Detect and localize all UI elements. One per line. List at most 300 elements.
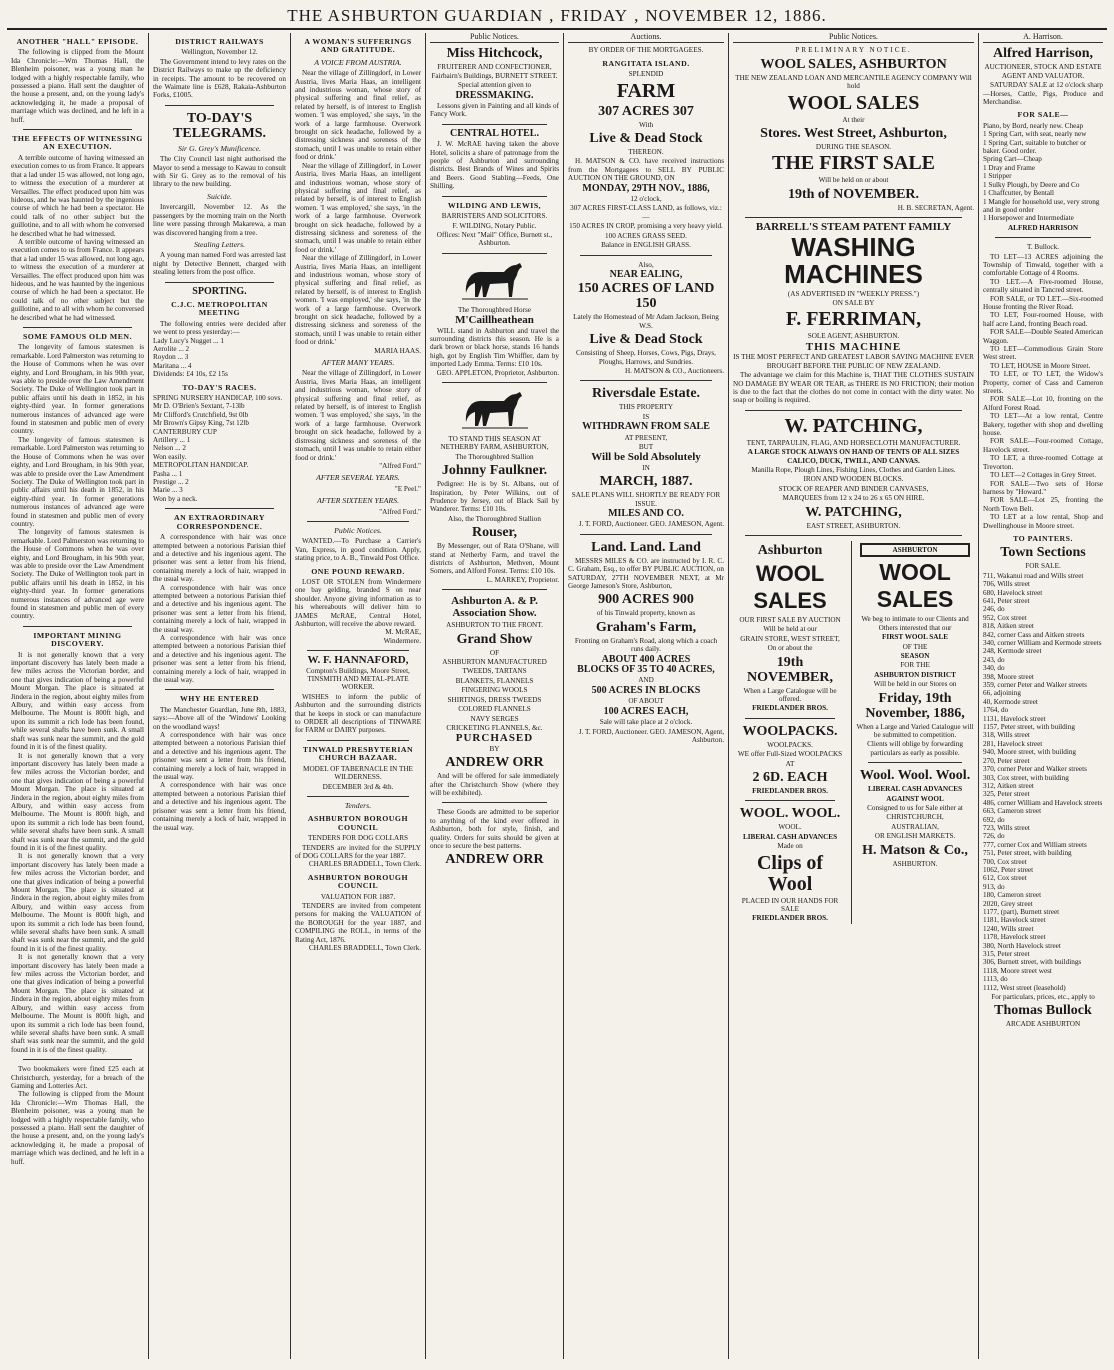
signature: H. MATSON & CO., Auctioneers.	[624, 366, 724, 375]
notice-line: FIRST WOOL SALE	[882, 633, 949, 642]
notice-feature: WOOL. WOOL.	[739, 806, 841, 822]
subheading: AFTER MANY YEARS.	[321, 358, 395, 368]
to-let-item: TO LET—13 ACRES adjoining the Township of Tinwald, together with a comfortable Cottage of 4 Rooms.	[983, 252, 1103, 278]
town-section-item: 318, Wills street	[983, 731, 1030, 740]
notice-line: STOCK OF REAPER AND BINDER CANVASES,	[778, 484, 929, 493]
to-let-item: TO LET at a low rental, Shop and Dwellinghouse in Moore street.	[983, 513, 1103, 530]
ad-subtitle: T. Bullock.	[1026, 243, 1059, 252]
notice-line: OR ENGLISH MARKETS.	[874, 832, 956, 841]
ad-title: Miss Hitchcock,	[446, 46, 543, 62]
ad-title: WILDING AND LEWIS,	[447, 200, 542, 210]
article-body: Near the village of Zillingdorf, in Lower Austria, lives Maria Haas, an intelligent and industrious woman, whose story of physical suffering and final relief, as related by herself, is of interest to English women. 'I was employed,' she says, 'in the work of a large farmhouse. Overwork brought on sick headache, followed by a distressing sickness and soreness of the stomach, until I was unable to retain either food or drink.'	[295, 369, 421, 462]
ad-subtitle: TO PAINTERS.	[1013, 533, 1073, 543]
signature: J. T. FORD, Auctioneer. GEO. JAMESON, Agent.	[578, 520, 724, 529]
town-section-item: 952, Cox street	[983, 613, 1027, 622]
divider	[307, 740, 409, 741]
town-section-item: 612, Cox street	[983, 874, 1027, 883]
town-section-item: 1131, Havelock street	[983, 714, 1046, 723]
goods-item: CRICKETING FLANNELS, &c.	[446, 723, 543, 732]
to-let-item: FOR SALE—Lot 25, fronting the North Town Belt.	[983, 496, 1103, 513]
race-line: Marie ... 3	[153, 486, 183, 495]
race-line: SPRING NURSERY HANDICAP, 100 sovs.	[153, 394, 283, 402]
masthead: THE ASHBURTON GUARDIAN , FRIDAY , NOVEMBER 12, 1886.	[7, 6, 1107, 30]
race-line: Mr D. O'Brien's Sextant, 7-13lb	[153, 402, 245, 411]
notice-body: LOST OR STOLEN from Windermere one bay gelding, branded S on near shoulder. Anyone giving information as to his whereabouts will deliver him to JAMES McRAE, Central Hotel, Ashburton, will receive the above reward.	[295, 577, 421, 628]
ad-body: Pedigree: He is by St. Albans, out of Inspiration, by Peter Wilkins, out of Prudence by Jersey, out of Black Sail by Wanderer. Terms: £10 10s.	[430, 480, 559, 514]
notice-line: Will be held in our Stores on	[873, 680, 957, 689]
for-sale-item: 1 Dray and Frame	[983, 163, 1036, 172]
article-body: The City Council last night authorised the Mayor to send a message to Kawau to consult with Sir G. Grey as to the removal of his library to the new building.	[153, 155, 286, 189]
article-body: A correspondence with hair was once attempted between a notorious Parisian thief and a detective and his ingenious agent. The prisoner was sent a letter from his friend, containing merely a lock of hair, wrapped in the usual way.	[153, 633, 286, 684]
for-sale-item: 1 Chaffcutter, by Bentall	[983, 189, 1055, 198]
ad-subtitle: BARRISTERS AND SOLICITORS.	[441, 212, 548, 221]
auction-line: NEAR EALING,	[609, 268, 683, 280]
article-heading: SOME FAMOUS OLD MEN.	[22, 332, 133, 341]
notice-subheading: TENDERS FOR DOG COLLARS	[307, 834, 409, 843]
auction-line: IS	[642, 412, 650, 421]
auction-feature: ABOUT 400 ACRES	[601, 653, 691, 665]
ad-title: Ashburton A. & P. Association Show.	[451, 595, 538, 620]
auction-list-item: 307 ACRES FIRST-CLASS LAND, as follows, viz.:—	[570, 204, 722, 221]
ad-body: These Goods are admitted to be superior to anything of the kind ever offered in Ashburton, both for style, finish, and quality. Orders for suits should be given at once to secure the best patterns.	[430, 808, 559, 850]
goods-item: COLORED FLANNELS	[458, 705, 531, 714]
column-5	[564, 33, 729, 1359]
race-line: METROPOLITAN HANDICAP.	[153, 461, 249, 470]
notice-subheading: Compton's Buildings, Moore Street, TINSMITH AND METAL-PLATE WORKER.	[306, 666, 410, 692]
town-section-item: 40, Kermode street	[983, 697, 1038, 706]
notice-feature: WOOL SALES	[753, 560, 827, 613]
signature: "Alfred Ford."	[379, 507, 421, 516]
to-let-list	[983, 253, 1103, 530]
wool-sales-left	[733, 541, 852, 924]
auction-feature: 150 ACRES OF LAND 150	[577, 281, 715, 312]
article-body: A terrible outcome of having witnessed an execution comes to us from France. It appears that a lad under 15 was allowed, not long ago, to witness the execution of a murderer at Versailles. The effect produced upon him was hideous, and he was haunted by the ingenious course of which he had been a spectator. He could talk of no other subject but the guillotine, and to all with whom he conversed he described what he had witnessed.	[11, 153, 144, 238]
notice-line: Clients will oblige by forwarding particulars as early as possible.	[867, 740, 963, 757]
notice-line: TENT, TARPAULIN, FLAG, AND HORSECLOTH MANUFACTURER.	[746, 438, 961, 447]
divider	[442, 382, 547, 383]
signature: "E Peel."	[394, 484, 421, 493]
article-body: It is not generally known that a very important discovery has lately been made a few miles across the Victorian border, and one that gives indication of being a powerful Mount Morgan. The place is situated at Jindera in the region, about eighty miles from Albury, and within easy access from Melbourne. The Mount is 800ft high, and upon its summit a rich lode has been found, while several shafts have been sunk. A small shaft was sunk near the summit, and the gold found in it is of the finest quality.	[11, 751, 144, 852]
notice-feature: W. PATCHING,	[805, 504, 902, 520]
notice-line: Manilla Rope, Plough Lines, Fishing Lines, Clothes and Garden Lines.	[751, 465, 956, 474]
column-6	[729, 33, 979, 1359]
ad-subtitle: ARCADE ASHBURTON	[1005, 1020, 1081, 1029]
ad-body: For particulars, prices, etc., apply to	[991, 993, 1095, 1002]
horse-name: Johnny Faulkner.	[441, 463, 548, 479]
notice-line: ASHBURTON DISTRICT	[874, 670, 956, 679]
notice-line: LIBERAL CASH ADVANCES	[742, 832, 838, 841]
notice-feature: Wool. Wool. Wool.	[859, 768, 971, 784]
auction-line: 12 o'clock,	[630, 195, 662, 204]
auction-feature: Live & Dead Stock	[589, 131, 703, 147]
town-section-item: 700, Cox street	[983, 857, 1027, 866]
horse-caption: TO STAND THIS SEASON AT NETHERBY FARM, ASHBURTON,	[440, 434, 549, 452]
race-line: Pasha ... 1	[153, 469, 183, 478]
race-line: Mr Brown's Gipsy King, 7st 12lb	[153, 419, 249, 428]
article-body: The Government intend to levy rates on the District Railways to make up the deficiency in receipts. The amount to be recovered on the Waimate line is £628, Rakaia-Ashburton Forks, £1005.	[153, 57, 286, 100]
notice-feature: 19th NOVEMBER,	[747, 654, 833, 685]
town-section-item: 751, Peter street, with building	[983, 849, 1072, 858]
auction-line: THIS PROPERTY	[618, 403, 674, 412]
notice-line: LIBERAL CASH ADVANCES	[867, 785, 963, 794]
race-result-line: Roydon ... 3	[153, 353, 189, 362]
race-line: Won easily.	[153, 452, 187, 461]
ad-body: Offices: Next "Mail" Office, Burnett st., Ashburton.	[436, 230, 553, 248]
for-sale-item: 1 Spring Cart, with seat, nearly new	[983, 130, 1087, 139]
notice-line: We beg to intimate to our Clients and Others interested that our	[861, 615, 969, 632]
auction-line: Lately the Homestead of Mr Adam Jackson, Being W.S.	[573, 313, 719, 330]
notice-line: When a Large Catalogue will be offered.	[743, 686, 837, 703]
for-sale-item: Spring Cart—Cheap	[983, 155, 1042, 164]
notice-line: AT	[785, 759, 795, 768]
race-result-line: Aerolite ... 2	[153, 344, 190, 353]
auction-list	[568, 204, 724, 249]
town-section-item: 340, do	[983, 664, 1005, 673]
ad-body: SATURDAY SALE at 12 o'clock sharp —Horses, Cattle, Pigs, Produce and Merchandise.	[983, 81, 1103, 107]
auction-feature: Graham's Farm,	[595, 619, 697, 635]
article-body: The longevity of famous statesmen is remarkable. Lord Palmerston was returning to the House of Commons when he was over eighty, and Lord Brougham, in his 90th year, was able to preside over the Law Amendment Society. The Duke of Wellington took part in public affairs until his death in 1852, in his eighty-third year. In former generations numerous instances of advanced age were found in statesmen and public men of every country.	[11, 343, 144, 436]
to-let-item: FOR SALE—Two sets of Horse harness by "Howard."	[983, 479, 1103, 496]
notice-body: WANTED.—To Purchase a Carrier's Van, Express, in good condition. Apply, stating price, to A. B., Tinwald Post Office.	[295, 537, 421, 563]
notice-line: At their	[842, 115, 865, 124]
ad-feature: ANDREW ORR	[445, 852, 544, 868]
auction-line: SALE PLANS WILL SHORTLY BE READY FOR ISSUE.	[571, 491, 721, 508]
notice-line: MARQUEES from 12 x 24 to 26 x 65 ON HIRE.	[782, 494, 925, 503]
ad-body: OF	[489, 648, 500, 657]
auction-line: BUT	[638, 442, 654, 451]
for-sale-item: 1 Mangle for household use, very strong and in good order	[983, 197, 1100, 214]
town-section-item: 641, Peter street	[983, 596, 1030, 605]
notice-line: IRON AND WOODEN BLOCKS.	[803, 475, 904, 484]
horse-illustration	[460, 388, 530, 432]
divider	[307, 650, 409, 651]
race-result-line: Dividends: £4 10s, £2 15s	[153, 370, 228, 379]
subheading: AFTER SIXTEEN YEARS.	[316, 496, 400, 506]
notice-feature: F. FERRIMAN,	[785, 308, 922, 331]
race-result-line: Lady Lucy's Nugget ... 1	[153, 336, 224, 345]
town-section-item: 246, do	[983, 605, 1005, 614]
columns	[7, 33, 1107, 1359]
town-section-item: 303, Cox street, with building	[983, 773, 1069, 782]
ad-subtitle: FOR SALE.	[1025, 562, 1061, 571]
town-section-item: 2020, Grey street	[983, 899, 1033, 908]
notice-line: SOLE AGENT, ASHBURTON.	[807, 332, 900, 341]
article-body: A correspondence with hair was once attempted between a notorious Parisian thief and a detective and his ingenious agent. The prisoner was sent a letter from his friend, containing merely a lock of hair, wrapped in the usual way.	[153, 533, 286, 584]
notice-line: GRAIN STORE, WEST STREET,	[740, 634, 840, 643]
subheading: TO-DAY'S RACES.	[182, 382, 257, 392]
auction-feature: 100 ACRES EACH,	[603, 705, 689, 717]
town-section-item: 380, North Havelock street	[983, 941, 1061, 950]
notice-feature: THIS MACHINE	[805, 340, 902, 353]
town-section-item: 340, corner William and Kermode streets	[983, 639, 1102, 647]
divider	[23, 626, 132, 627]
town-section-item: 1113, do	[983, 975, 1008, 984]
signature: M. McRAE,	[385, 628, 421, 637]
ad-body: F. WILDING, Notary Public.	[452, 221, 537, 230]
column-2	[149, 33, 291, 1359]
auction-title: Land. Land. Land	[591, 539, 701, 555]
ad-subtitle: AUCTIONEER, STOCK AND ESTATE AGENT AND VALUATOR.	[984, 63, 1102, 80]
divider	[745, 535, 962, 536]
divider	[165, 105, 274, 106]
column-header: Public Notices.	[733, 33, 974, 43]
race-line: Prestige ... 2	[153, 478, 189, 487]
article-heading: THE EFFECTS OF WITNESSING AN EXECUTION.	[12, 134, 143, 152]
column-header: Auctions.	[568, 33, 724, 43]
auction-title: Riversdale Estate.	[591, 386, 701, 402]
article-heading: ANOTHER "HALL" EPISODE.	[16, 37, 139, 46]
banner-box: ASHBURTON	[860, 543, 970, 557]
signature: CHARLES BRADDELL, Town Clerk.	[308, 860, 421, 869]
town-section-item: 248, Kermode street	[983, 647, 1042, 656]
for-sale-item: 1 Sulky Plough, by Deere and Co	[983, 180, 1080, 189]
ad-subtitle: FOR SALE—	[1017, 110, 1069, 120]
masthead-day: FRIDAY	[560, 6, 629, 25]
notice-heading: W. F. HANNAFORD,	[307, 654, 409, 667]
masthead-title: THE ASHBURTON GUARDIAN	[287, 6, 544, 25]
town-section-item: 306, Burnett street, with buildings	[983, 958, 1082, 967]
auction-feature: Will be Sold Absolutely	[591, 451, 701, 464]
notice-line: Will be held on or about	[818, 176, 889, 185]
auction-line: AND	[638, 676, 654, 685]
notice-heading: ASHBURTON BOROUGH COUNCIL	[307, 814, 409, 832]
subheading: Suicide.	[207, 191, 232, 201]
notice-feature: Clips of Wool	[756, 851, 824, 895]
town-section-item: 1240, Wills street	[983, 924, 1034, 933]
auction-line: Fronting on Graham's Road, along which a coach runs daily.	[574, 636, 718, 654]
notice-line: OUR FIRST SALE BY AUCTION	[739, 615, 841, 624]
town-section-item: 486, corner William and Havelock streets	[983, 798, 1103, 807]
town-section-item: 692, do	[983, 815, 1005, 824]
horse-caption: The Thoroughbred Stallion	[455, 452, 534, 461]
auction-line: Sale will take place at 2 o'clock.	[599, 718, 693, 727]
goods-item: NAVY SERGES	[470, 714, 519, 723]
signature: FRIEDLANDER BROS.	[752, 704, 828, 713]
notice-feature: WASHING MACHINES	[784, 231, 923, 289]
dateline: Wellington, November 12.	[181, 48, 258, 57]
subheading: Sir G. Grey's Munificence.	[177, 143, 261, 153]
notice-line: SEASON	[900, 652, 930, 660]
notice-line: ASHBURTON.	[892, 859, 938, 868]
notice-line: OF THE	[902, 642, 928, 651]
town-section-item: 1157, Peter street, with building	[983, 723, 1075, 732]
subheading: AFTER SEVERAL YEARS.	[316, 473, 400, 483]
signature: "Alfred Ford."	[379, 461, 421, 470]
signature: J. T. FORD, Auctioneer. GEO. JAMESON, Agent, Ashburton.	[578, 727, 724, 744]
ad-feature: PURCHASED	[455, 732, 534, 745]
article-body: A terrible outcome of having witnessed an execution comes to us from France. It appears that a lad under 15 was allowed, not long ago, to witness the execution of a murderer at Versailles. The effect produced upon him was hideous, and he was haunted by the ingenious course of which he had been a spectator. He could talk of no other subject but the guillotine, and to all with whom he conversed he described what he had witnessed.	[11, 237, 144, 322]
to-let-item: TO LET, HOUSE in Moore Street.	[990, 361, 1091, 370]
divider	[745, 718, 835, 719]
subheading: C.J.C. METROPOLITAN MEETING	[171, 299, 268, 318]
divider	[165, 689, 274, 690]
section-heading: SPORTING.	[192, 285, 247, 297]
ad-subtitle: ASHBURTON MANUFACTURED	[442, 658, 547, 667]
horse-caption: The Thoroughbred Horse	[458, 305, 531, 314]
notice-line: AGAINST WOOL	[886, 794, 944, 803]
auction-line: BY ORDER OF THE MORTGAGEES.	[588, 46, 704, 55]
auction-line: With	[638, 120, 654, 129]
auction-line: of his Tinwald property, known as	[596, 609, 696, 618]
to-let-item: FOR SALE—Four-roomed Cottage, Havelock street.	[983, 437, 1103, 454]
divider	[995, 237, 1091, 238]
town-section-item: 180, Cameron street	[983, 891, 1042, 900]
to-let-item: TO LET—At a low rental, Centre Bakery, together with shop and dwelling house.	[983, 412, 1103, 438]
ad-title: Alfred Harrison,	[992, 46, 1094, 62]
auction-body: H. MATSON & CO. have received instructions from the Mortgagees to SELL BY PUBLIC AUCTION ON THE GROUND, ON	[568, 157, 724, 183]
section-heading: TO-DAY'S TELEGRAMS.	[173, 110, 266, 141]
notice-feature: W. PATCHING,	[784, 414, 923, 437]
auction-line: WITHDRAWN FROM SALE	[582, 421, 710, 433]
notice-body: DECEMBER 3rd & 4th.	[322, 782, 394, 791]
town-section-item: 1181, Havelock street	[983, 916, 1046, 925]
notice-line: AUSTRALIAN,	[891, 822, 939, 831]
section-heading: Public Notices.	[334, 525, 382, 535]
divider	[442, 124, 547, 125]
signature: Windermere.	[383, 636, 421, 645]
divider	[442, 802, 547, 803]
article-body: The following is clipped from the Mount Ida Chronicle:—Wm Thomas Hall, the Blenheim poisoner, was a young man he lodged with a highly respectable family, who possessed a piano. Hall sent the daughter of the house a present, and, on the young lady's acknowledging it, he made a proposal of marriage which was declined, and he left in a huff.	[11, 1090, 144, 1166]
town-section-item: 1177, (part), Burnett street	[983, 908, 1060, 916]
town-section-item: 281, Havelock street	[983, 739, 1043, 748]
subheading: Stealing Letters.	[193, 239, 246, 249]
auction-list-item: 150 ACRES IN CROP, promising a very heavy yield.	[569, 222, 723, 231]
auction-line: THEREON.	[628, 148, 664, 157]
notice-line: WOOL.	[778, 823, 802, 832]
divider	[307, 521, 409, 522]
article-body: Invercargill, November 12. As the passengers by the morning train on the North line were passing through Makarewa, a man was discovered hanging from a tree.	[153, 203, 286, 237]
article-body: It is not generally known that a very important discovery has lately been made a few miles across the Victorian border, and one that gives indication of being a powerful Mount Morgan. The place is situated at Jindera in the region, about eighty miles from Albury, and within easy access from Melbourne. The Mount is 800ft high, and upon its summit a rich lode has been found, while several shafts have been sunk. A small shaft was sunk near the summit, and the gold found in it is of the finest quality.	[11, 852, 144, 953]
notice-heading: TINWALD PRESBYTERIAN CHURCH BAZAAR.	[302, 744, 414, 763]
auction-date: MONDAY, 29TH NOV., 1886,	[582, 182, 710, 194]
race-line: Artillery ... 1	[153, 436, 191, 445]
goods-list	[430, 667, 559, 732]
town-section-item: 1178, Havelock street	[983, 933, 1046, 942]
section-heading: Tenders.	[344, 800, 372, 810]
town-section-item: 1764, do	[983, 706, 1009, 715]
notice-line: PLACED IN OUR HANDS FOR SALE	[741, 896, 839, 914]
article-body: A correspondence with hair was once attempted between a notorious Parisian thief and a detective and his ingenious agent. The prisoner was sent a letter from his friend, containing merely a lock of hair, wrapped in the usual way.	[153, 583, 286, 634]
ad-title: CENTRAL HOTEL.	[450, 127, 539, 139]
town-section-item: 398, Moore street	[983, 672, 1034, 681]
to-let-item: FOR SALE, or TO LET.—Six-roomed House fronting the River Road.	[983, 294, 1103, 311]
auction-feature: 500 ACRES IN BLOCKS	[591, 684, 701, 696]
notice-feature: Ashburton	[757, 542, 823, 558]
divider	[442, 253, 547, 254]
goods-item: BLANKETS, FLANNELS	[455, 676, 534, 685]
auction-feature: BLOCKS OF 35 TO 40 ACRES,	[577, 664, 715, 676]
notice-feature: THE FIRST SALE	[771, 152, 936, 175]
auction-line: RANGITATA ISLAND.	[602, 58, 690, 68]
goods-item: TWEEDS, TARTANS	[462, 667, 527, 676]
article-body: The longevity of famous statesmen is remarkable. Lord Palmerston was returning to the House of Commons when he was over eighty, and Lord Brougham, in his 90th year, was able to preside over the Law Amendment Society. The Duke of Wellington took part in public affairs until his death in 1852, in his eighty-third year. In former generations numerous instances of advanced age were found in statesmen and public men of every country.	[11, 435, 144, 528]
article-body: A young man named Ford was arrested last night by Detective Bennett, charged with stealing letters from the post office.	[153, 251, 286, 277]
signature: H. B. SECRETAN, Agent.	[897, 203, 974, 212]
notice-line: IS THE MOST PERFECT AND GREATEST LABOR SAVING MACHINE EVER BROUGHT BEFORE THE PUBLIC OF NEW ZEALAND.	[733, 353, 974, 370]
ad-body: Special attention given to	[457, 81, 532, 90]
town-section-item: 66, adjoining	[983, 689, 1021, 698]
article-body: It is not generally known that a very important discovery has lately been made a few miles across the Victorian border, and one that gives indication of being a powerful Mount Morgan. The place is situated at Jindera in the region, about eighty miles from Albury, and within easy access from Melbourne. The Mount is 800ft high, and upon its summit a rich lode has been found, while several shafts have been sunk. A small shaft was sunk near the summit, and the gold found in it is of the finest quality.	[11, 650, 144, 752]
ad-body: And will be offered for sale immediately after the Christchurch Show (where they will be exhibited).	[430, 772, 559, 797]
to-let-item: TO LET, or TO LET, the Widow's Property, corner of Cass and Cameron streets.	[983, 370, 1103, 396]
ad-body: WILL stand in Ashburton and travel the surrounding districts this season. He is a dark brown or black horse, stands 16 hands high, got by English Tim Whiffler, dam by imported Lady Emma. Terms: £10 10s.	[430, 326, 559, 369]
race-line: Won by a neck.	[153, 494, 198, 503]
divider	[580, 380, 712, 381]
divider	[745, 410, 962, 411]
town-section-item: 270, Peter street	[983, 756, 1030, 765]
article-body: Near the village of Zillingdorf, in Lower Austria, lives Maria Haas, an intelligent and industrious woman, whose story of physical suffering and final relief, as related by herself, is of interest to English women. 'I was employed,' she says, 'in the work of a large farmhouse. Overwork brought on sick headache, followed by a distressing sickness and soreness of the stomach, until I was unable to retain either food or drink.'	[295, 69, 421, 162]
ad-feature: Grand Show	[456, 631, 533, 647]
notice-heading: ASHBURTON BOROUGH COUNCIL	[307, 872, 409, 891]
town-section-item: 842, corner Cass and Aitken streets	[983, 630, 1085, 639]
for-sale-list	[983, 122, 1103, 223]
notice-line: DURING THE SEASON.	[815, 143, 892, 152]
article-body: The following entries were decided after we went to press yesterday:—	[153, 319, 286, 337]
notice-line: (AS ADVERTISED IN "WEEKLY PRESS.")	[787, 289, 920, 298]
town-section-item: 359, corner Peter and Walker streets	[983, 681, 1087, 690]
notice-feature: WOOL SALES, ASHBURTON	[760, 56, 947, 72]
column-4	[426, 33, 564, 1359]
town-section-item: 940, Moore street, with building	[983, 748, 1077, 757]
horse-name: Rouser,	[472, 525, 517, 541]
horse-caption: Also, the Thoroughbred Stallion	[448, 514, 541, 523]
signature: ALFRED HARRISON	[1007, 223, 1079, 232]
ad-feature: ANDREW ORR	[445, 755, 544, 771]
article-body: Two bookmakers were fined £25 each at Christchurch, yesterday, for a breach of the Gaming and Lotteries Act.	[11, 1065, 144, 1090]
to-let-item: TO LET—2 Cottages in Grey Street.	[990, 471, 1097, 480]
horse-name: M'Caillheathean	[455, 314, 534, 327]
newspaper-page	[7, 6, 1107, 1358]
divider	[165, 508, 274, 509]
ad-subtitle: FRUITERER AND CONFECTIONER, Fairbairn's Buildings, BURNETT STREET.	[431, 63, 558, 80]
signature: L. MARKEY, Proprietor.	[486, 575, 559, 584]
article-body: The Manchester Guardian, June 8th, 1883, says:—Above all of the 'Windows' Looking on the woodland ways!	[153, 705, 286, 731]
article-heading: AN EXTRAORDINARY CORRESPONDENCE.	[173, 513, 266, 531]
town-section-item: 1118, Moore street west	[983, 966, 1052, 975]
notice-feature: WOOL SALES	[787, 91, 920, 114]
article-body: Near the village of Zillingdorf, in Lower Austria, lives Maria Haas, an intelligent and industrious woman, whose story of physical suffering and final relief, as related by herself, is of interest to English women. 'I was employed,' she says, 'in the work of a large farmhouse. Overwork brought on sick headache, followed by a distressing sickness and soreness of the stomach, until I was unable to retain either food or drink.'	[295, 161, 421, 254]
auction-feature: FARM	[616, 79, 676, 102]
notice-line: THE NEW ZEALAND LOAN AND MERCANTILE AGENCY COMPANY Will hold	[735, 73, 972, 91]
column-7	[979, 33, 1107, 1359]
divider	[165, 282, 274, 283]
town-section-item: 1062, Peter street	[983, 865, 1034, 874]
notice-feature: 2 6D. EACH	[752, 770, 828, 786]
goods-item: SHIRTINGS, DRESS TWEEDS	[447, 695, 542, 704]
town-section-item: 723, Wills street	[983, 823, 1030, 832]
to-let-item: TO LET.—A Five-roomed House, centrally situated in Tancred street.	[983, 277, 1103, 295]
notice-feature: 19th of NOVEMBER.	[787, 186, 920, 202]
ad-feature: DRESSMAKING.	[455, 89, 534, 101]
notice-body: TENDERS are invited for the SUPPLY of DOG COLLARS for the year 1887.	[295, 843, 421, 860]
town-section-item: 726, do	[983, 832, 1005, 841]
auction-line: SPLENDID	[628, 70, 664, 79]
divider	[23, 1059, 132, 1060]
divider	[745, 217, 962, 218]
article-body: The following is clipped from the Mount Ida Chronicle:—Wm Thomas Hall, the Blenheim poisoner, was a young man he lodged with a highly respectable family, who possessed a piano. Hall sent the daughter of the house a present, and, on the young lady's acknowledging it, he made a proposal of marriage which was declined, and he left in a huff.	[11, 48, 144, 124]
auction-list-item: Balance in ENGLISH GRASS.	[601, 241, 691, 250]
ad-body: Lessons given in Painting and all kinds of Fancy Work.	[430, 102, 559, 119]
race-results	[153, 337, 286, 379]
for-sale-item: 1 Horsepower and Intermediate	[983, 214, 1074, 223]
notice-line: PRELIMINARY NOTICE.	[795, 46, 912, 55]
town-section-item: 312, Aitken street	[983, 781, 1034, 790]
race-line: CANTERBURY CUP	[153, 427, 217, 436]
wool-sales-section	[733, 541, 974, 924]
auction-line: Consisting of Sheep, Horses, Cows, Pigs, Drays, Ploughs, Harrows, and Sundries.	[576, 349, 716, 366]
signature: GEO. APPLETON, Proprietor, Ashburton.	[436, 368, 559, 377]
for-sale-item: 1 Spring Cart, suitable to butcher or baker. Good order.	[983, 138, 1087, 156]
